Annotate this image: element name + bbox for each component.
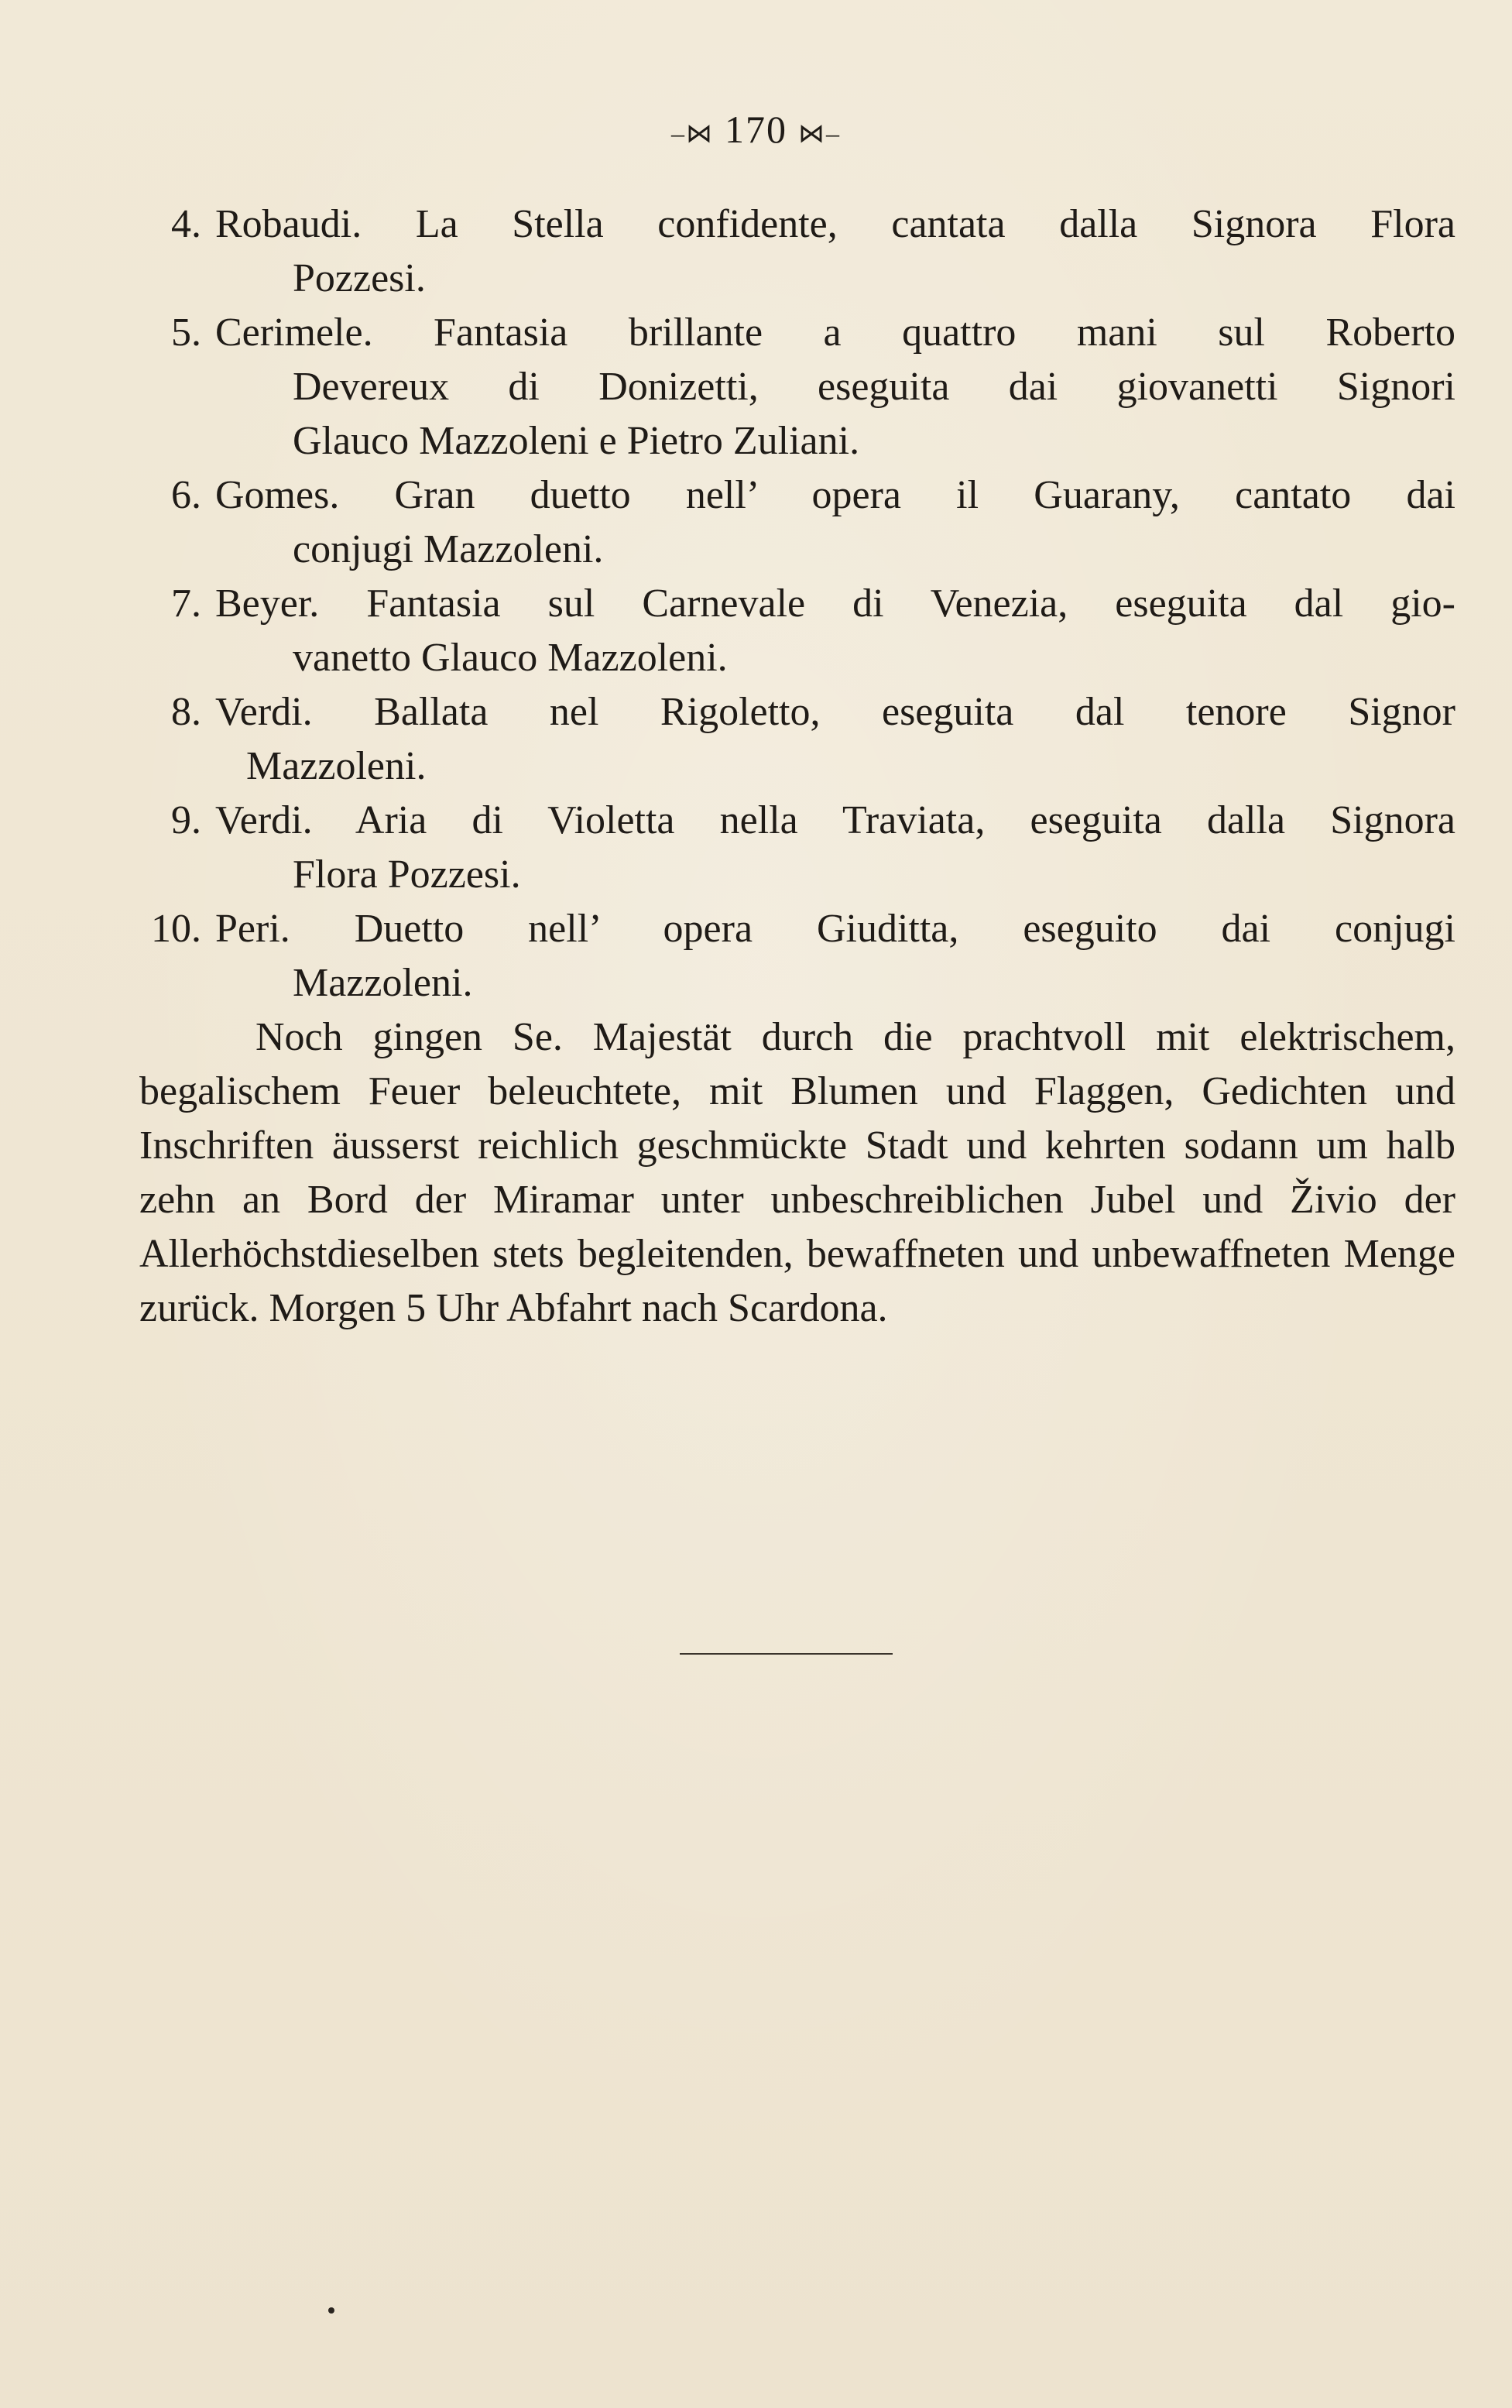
program-item (147, 902, 1455, 1010)
item-first-line: Gomes. Gran duetto nell’ opera il Guarany, cantato dai (215, 473, 1455, 517)
item-text (215, 306, 1455, 468)
item-number: 8. (171, 690, 201, 734)
program-item (147, 306, 1455, 468)
item-continuation: Mazzoleni. (246, 744, 427, 788)
program-item (147, 468, 1455, 577)
item-text (215, 577, 1455, 685)
page-header (0, 107, 1512, 152)
item-text (215, 902, 1455, 1010)
item-number: 9. (171, 798, 201, 842)
item-number: 5. (171, 310, 201, 355)
item-text (215, 794, 1455, 902)
program-item (147, 685, 1455, 794)
item-continuation: Pozzesi. (293, 256, 426, 300)
closing-paragraph: Noch gingen Se. Majestät durch die prachtvoll mit elektrischem, begalischem Feuer beleuchtete, mit Blumen und Flaggen, Gedichten und Inschriften äusserst reichlich geschmückte Stadt und kehrten sodann um halb zehn an Bord der Miramar unter unbeschreiblichen Jubel und Živio der Allerhöchstdieselben stets begleitenden, bewaffneten und unbewaffneten Menge zurück. Morgen 5 Uhr Abfahrt nach Scardona. (139, 1015, 1455, 1330)
program-item (147, 577, 1455, 685)
item-number: 10. (151, 907, 201, 951)
item-continuation: Mazzoleni. (293, 961, 473, 1005)
item-number: 7. (171, 581, 201, 626)
item-number: 4. (171, 202, 201, 246)
item-continuation: Flora Pozzesi. (293, 852, 521, 897)
program-item (147, 197, 1455, 306)
paper-speck (328, 2307, 334, 2314)
item-first-line: Verdi. Ballata nel Rigoletto, eseguita dal tenore Signor (215, 690, 1455, 734)
item-text (215, 685, 1455, 794)
item-first-line: Verdi. Aria di Violetta nella Traviata, eseguita dalla Signora (215, 798, 1455, 842)
program-item (147, 794, 1455, 902)
item-first-line: Beyer. Fantasia sul Carnevale di Venezia, eseguita dal gio- (215, 581, 1455, 626)
section-divider (680, 1653, 893, 1655)
item-number: 6. (171, 473, 201, 517)
item-first-line: Cerimele. Fantasia brillante a quattro mani sul Roberto (215, 310, 1455, 355)
left-ornament-icon: –⋈ (671, 119, 714, 149)
item-first-line: Peri. Duetto nell’ opera Giuditta, eseguito dai conjugi (215, 907, 1455, 951)
item-continuation: vanetto Glauco Mazzoleni. (293, 636, 728, 680)
item-continuation: Devereux di Donizetti, eseguita dai giovanetti Signori (293, 365, 1455, 409)
page-number: 170 (725, 108, 787, 151)
item-text (215, 468, 1455, 577)
item-continuation: conjugi Mazzoleni. (293, 527, 604, 571)
item-first-line: Robaudi. La Stella confidente, cantata dalla Signora Flora (215, 202, 1455, 246)
item-continuation: Glauco Mazzoleni e Pietro Zuliani. (293, 419, 860, 463)
body-text (139, 197, 1455, 1376)
right-ornament-icon: ⋈– (798, 119, 841, 149)
item-text (215, 197, 1455, 306)
